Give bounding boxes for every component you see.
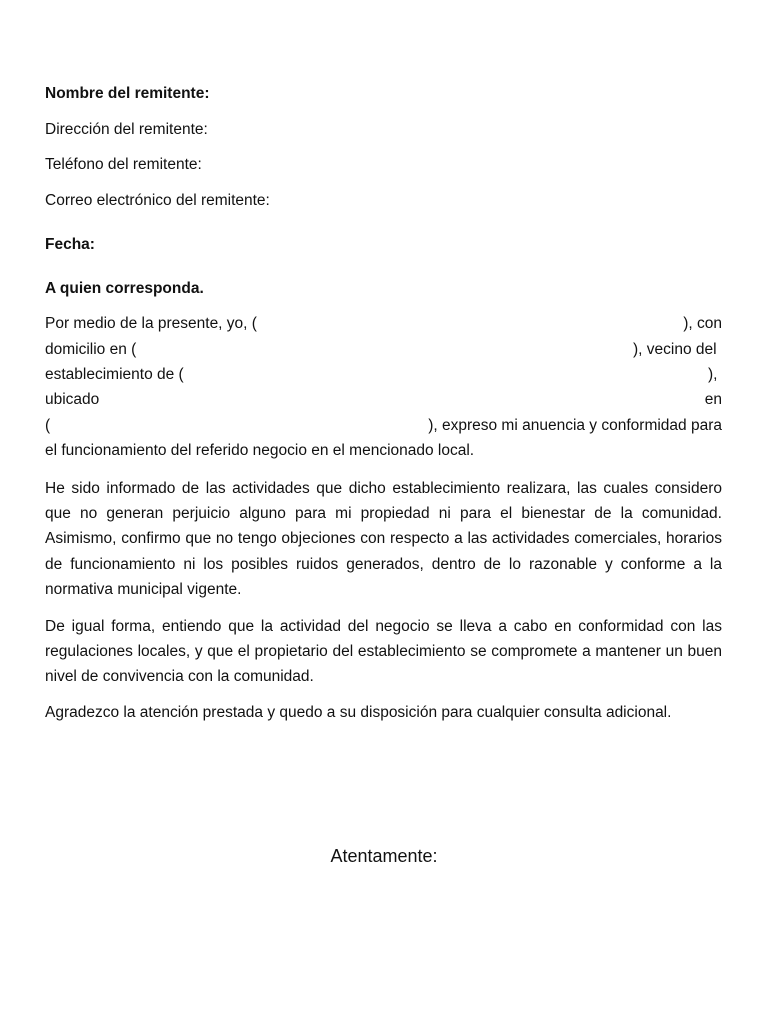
sender-address-label: Dirección del remitente: xyxy=(45,121,208,138)
date-label: Fecha: xyxy=(45,236,95,253)
intro-line-1-start: Por medio de la presente, yo, ( xyxy=(45,315,257,332)
paragraph-activities: He sido informado de las actividades que dicho establecimiento realizara, las cuales considero que no generan perjuicio alguno para mi propiedad ni para el bienestar de la comunidad. Asimismo, confirmo que no tengo objeciones con respecto a las actividades comerciales, horarios de funcionamiento ni los posibles ruidos generados, dentro de lo razonable y conforme a la normativa municipal vigente. xyxy=(45,480,722,598)
intro-line-2-end: ), vecino del xyxy=(633,341,717,358)
salutation: A quien corresponda. xyxy=(45,280,204,297)
intro-line-3-end: ), xyxy=(708,366,718,383)
intro-line-5-start: ( xyxy=(45,417,51,434)
intro-line-5-end: ), expreso mi anuencia y conformidad para xyxy=(428,417,722,434)
paragraph-thanks: Agradezco la atención prestada y quedo a su disposición para cualquier consulta adicional. xyxy=(45,704,672,721)
sender-email-label: Correo electrónico del remitente: xyxy=(45,192,270,209)
intro-line-2-start: domicilio en ( xyxy=(45,341,137,358)
intro-line-3-start: establecimiento de ( xyxy=(45,366,184,383)
sender-name-label: Nombre del remitente: xyxy=(45,85,210,102)
sender-phone-label: Teléfono del remitente: xyxy=(45,156,202,173)
closing-signoff: Atentamente: xyxy=(330,846,438,866)
intro-line-1-end: ), con xyxy=(683,315,722,332)
letter-page xyxy=(45,0,722,1024)
paragraph-regulations: De igual forma, entiendo que la actividad del negocio se lleva a cabo en conformidad con las regulaciones locales, y que el propietario del establecimiento se compromete a mantener un buen nivel de convivencia con la comunidad. xyxy=(45,618,722,686)
intro-line-4-start: ubicado xyxy=(45,391,100,408)
intro-line-6: el funcionamiento del referido negocio en el mencionado local. xyxy=(45,442,475,459)
intro-line-4-end: en xyxy=(704,391,722,408)
